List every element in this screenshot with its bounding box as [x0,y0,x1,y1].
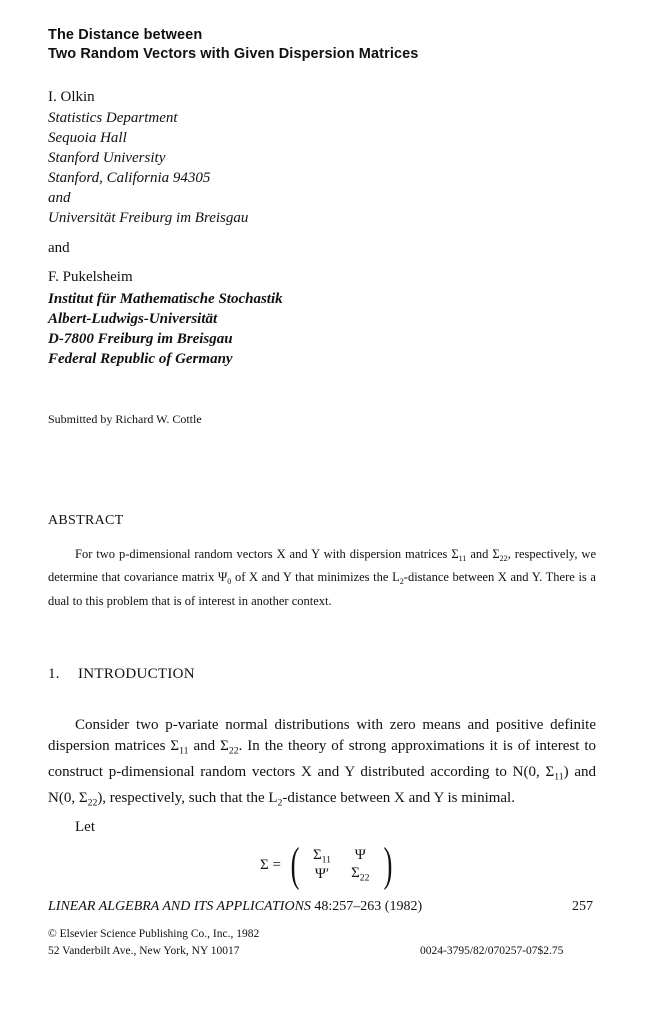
left-paren: ( [290,838,300,891]
matrix-equation [260,838,396,891]
subscript: 11 [554,771,564,782]
title-line-2: Two Random Vectors with Given Dispersion Matrices [48,46,419,62]
abstract-text: and Σ [466,547,500,561]
journal-name: LINEAR ALGEBRA AND ITS APPLICATIONS [48,899,311,914]
subscript: 22 [228,745,239,756]
subscript: 0 [227,577,232,587]
submitted-by: Submitted by Richard W. Cottle [48,412,202,426]
let-text: Let [75,819,95,835]
section-number: 1. [48,666,60,682]
abstract-text: , respectively, we determine that covariance matrix Ψ [48,547,597,585]
title-line-1: The Distance between [48,27,203,43]
abstract-text: of X and Y that minimizes the L [231,570,400,585]
author-connector: and [48,240,70,256]
subscript: 11 [458,553,467,563]
right-paren: ) [383,838,392,891]
journal-line [48,899,422,915]
body-text: -distance between X and Y is minimal. [282,789,515,806]
matrix-cell: Ψ [354,847,366,864]
subscript: 2 [399,577,404,587]
journal-volume: 48:257–263 (1982) [314,899,423,914]
author-name-1: I. Olkin [48,89,95,105]
section-heading [48,666,195,683]
body-text: . In the theory of strong approximations it is of interest to construct p-dimensional random vectors X and Y distributed according to N(0, Σ [48,737,596,780]
matrix-cell: $\Sigma_{11}$ [312,846,332,865]
affiliation-line: Stanford University [48,150,166,166]
affiliation-line: Federal Republic of Germany [48,351,233,367]
affiliation-line: Albert-Ludwigs-Universität [48,311,218,327]
body-text: ), respectively, such that the L [97,789,278,806]
page-number: 257 [572,899,593,914]
affiliation-line: and [48,190,71,206]
affiliation-line: Universität Freiburg im Breisgau [48,210,249,226]
subscript: 22 [499,553,508,563]
abstract-text: For two p-dimensional random vectors X and Y with dispersion matrices Σ [75,547,459,561]
affiliation-line: D-7800 Freiburg im Breisgau [48,331,233,347]
subscript: 22 [87,797,98,808]
equation-lhs: Σ = [260,856,281,873]
matrix-cell: $\Sigma_{22}$ [351,865,370,884]
intro-paragraph [48,715,596,814]
body-text: Consider two p-variate normal distributions with zero means and positive definite dispersion matrices Σ [48,717,596,754]
publisher-address: 52 Vanderbilt Ave., New York, NY 10017 [48,945,240,957]
paper-title [48,26,418,64]
article-code: 0024-3795/82/070257-07$2.75 [420,945,564,957]
abstract-text: -distance between X and Y. There is a dual to this problem that is of interest in another context. [48,570,596,608]
affiliation-line: Statistics Department [48,110,178,126]
abstract-heading: ABSTRACT [48,513,124,528]
matrix-cell: Ψ′ [314,865,330,882]
abstract-body [48,545,596,611]
matrix [303,847,380,884]
affiliation-line: Stanford, California 94305 [48,170,211,186]
subscript: 2 [277,797,283,808]
subscript: 11 [179,745,189,756]
body-text: and Σ [188,737,229,754]
body-text: ) and N(0, Σ [48,763,596,806]
affiliation-line: Institut für Mathematische Stochastik [48,291,283,307]
section-title: INTRODUCTION [78,666,195,682]
copyright-line: © Elsevier Science Publishing Co., Inc., 1982 [48,928,260,940]
affiliation-line: Sequoia Hall [48,130,127,146]
author-name-2: F. Pukelsheim [48,269,133,285]
